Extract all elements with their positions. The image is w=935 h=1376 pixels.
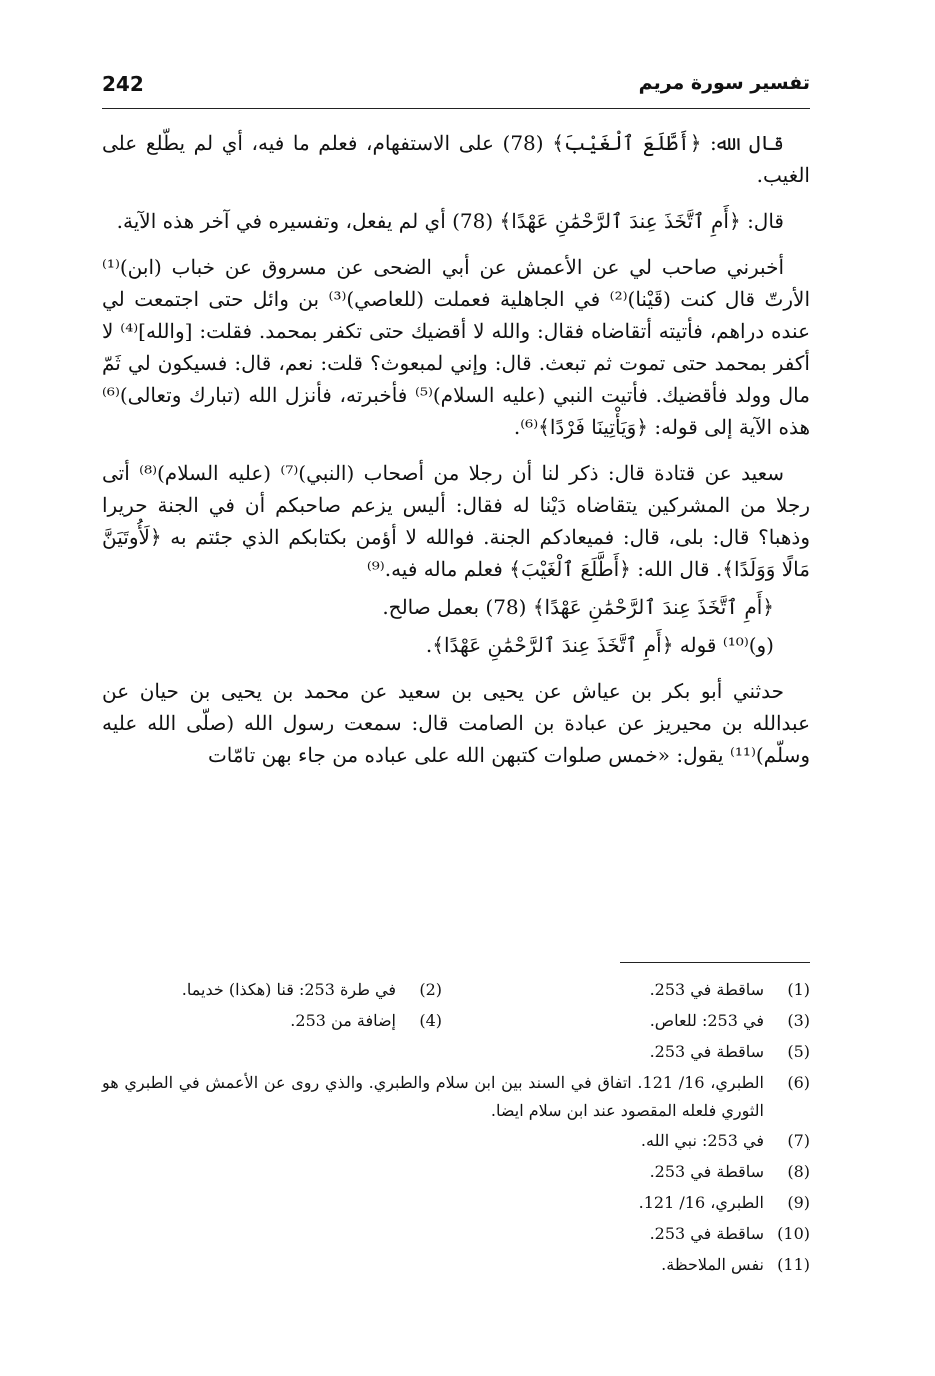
footnote-item <box>102 1156 810 1187</box>
footnote-item <box>102 974 442 1005</box>
footnote-item <box>102 1187 810 1218</box>
footnote-text: نفس الملاحظة. <box>661 1255 764 1274</box>
footnote-item <box>102 1067 810 1125</box>
paragraph: ﴿أَمِ ٱتَّخَذَ عِندَ ٱلرَّحْمَٰنِ عَهْدًا﴾ (78) بعمل صالح. <box>382 595 774 619</box>
footnote-text: في طرة 253: قنا (هكذا) خديما. <box>181 980 396 999</box>
body-text <box>102 127 810 785</box>
paragraph: أخبرني صاحب لي عن الأعمش عن أبي الضحى عن مسروق عن خباب (ابن)⁽¹⁾ الأرتّ قال كنت (قَيْنا)⁽²⁾ في الجاهلية فعملت (للعاصي)⁽³⁾ بن وائل حتى اجتمعت لي عنده دراهم، فأتيته أتقاضاه فقال: والله لا أقضيك حتى تكفر بمحمد. فقلت: [والله]⁽⁴⁾ لا أكفر بمحمد حتى تموت ثم تبعث. قال: وإني لمبعوث؟ قلت: نعم، قال: فسيكون لي ثَمّ مال وولد فأقضيك. فأتيت النبي (عليه السلام)⁽⁵⁾ فأخبرته، فأنزل الله (تبارك وتعالى)⁽⁶⁾ هذه الآية إلى قوله: ﴿وَيَأْتِينَا فَرْدًا﴾⁽⁶⁾. <box>102 255 810 439</box>
footnote-item <box>470 1005 810 1036</box>
footnote-number: (1) <box>787 980 810 999</box>
footnote-text: الطبري، 16/ 121. اتفاق في السند بين ابن سلام والطبري. والذي روى عن الأعمش في الطبري هو الثوري فلعله المقصود عند ابن سلام ايضا. <box>102 1073 765 1120</box>
footnote-number: (11) <box>777 1255 810 1274</box>
footnote-separator <box>620 962 810 963</box>
footnote-text: الطبري، 16/ 121. <box>638 1193 764 1212</box>
footnote-row <box>102 1005 810 1036</box>
footnote-text: إضافة من 253. <box>290 1011 396 1030</box>
footnote-number: (8) <box>787 1162 810 1181</box>
paragraph: حدثني أبو بكر بن عياش عن يحيى بن سعيد عن محمد بن يحيى بن حيان عن عبدالله بن محيريز عن عبادة بن الصامت قال: سمعت رسول الله (صلّى الله عليه وسلّم)⁽¹¹⁾ يقول: «خمس صلوات كتبهن الله على عباده من جاء بهن تامّات <box>102 679 810 767</box>
footnote-number: (3) <box>787 1011 810 1030</box>
footnote-number: (7) <box>787 1131 810 1150</box>
page-header <box>102 68 810 109</box>
footnotes <box>102 974 810 1280</box>
footnote-text: في 253: نبي الله. <box>640 1131 764 1150</box>
paragraph: (و)⁽¹⁰⁾ قوله ﴿أَمِ ٱتَّخَذَ عِندَ ٱلرَّحْمَٰنِ عَهْدًا﴾. <box>425 633 774 657</box>
footnote-text: ساقطة في 253. <box>649 1042 764 1061</box>
footnote-number: (9) <box>787 1193 810 1212</box>
footnote-number: (5) <box>787 1042 810 1061</box>
footnote-item <box>102 1036 810 1067</box>
footnote-item <box>470 974 810 1005</box>
footnote-item <box>102 1218 810 1249</box>
paragraph: سعيد عن قتادة قال: ذكر لنا أن رجلا من أصحاب (النبي)⁽⁷⁾ (عليه السلام)⁽⁸⁾ أتى رجلا من المشركين يتقاضاه دَيْنا له فقال: أليس يزعم صاحبكم أن في الجنة حريرا وذهبا؟ قال: بلى، قال: فميعادكم الجنة. فوالله لا أؤمن بكتابكم الذي جئتم به ﴿لَأُوتَيَنَّ مَالًا وَوَلَدًا﴾. قال الله: ﴿أَطَّلَعَ ٱلْغَيْبَ﴾ فعلم ماله فيه.⁽⁹⁾ <box>102 461 810 581</box>
footnote-number: (4) <box>419 1011 442 1030</box>
footnote-item <box>102 1125 810 1156</box>
paragraph: قال: ﴿أَمِ ٱتَّخَذَ عِندَ ٱلرَّحْمَٰنِ عَهْدًا﴾ (78) أي لم يفعل، وتفسيره في آخر هذه الآية. <box>116 209 784 233</box>
footnote-item <box>102 1005 442 1036</box>
page-number: 242 <box>102 72 144 96</box>
footnote-text: في 253: للعاص. <box>649 1011 764 1030</box>
running-title: تفسير سورة مريم <box>638 72 810 94</box>
footnote-number: (10) <box>777 1224 810 1243</box>
footnote-item <box>102 1249 810 1280</box>
footnote-row <box>102 974 810 1005</box>
paragraph: قال الله: ﴿أَطَّلَعَ ٱلْغَيْبَ﴾ (78) على الاستفهام، فعلم ما فيه، أي لم يطّلع على الغيب. <box>102 131 810 187</box>
footnote-number: (2) <box>419 980 442 999</box>
footnote-text: ساقطة في 253. <box>649 1162 764 1181</box>
footnote-text: ساقطة في 253. <box>649 980 764 999</box>
footnote-number: (6) <box>787 1073 810 1092</box>
footnote-text: ساقطة في 253. <box>649 1224 764 1243</box>
